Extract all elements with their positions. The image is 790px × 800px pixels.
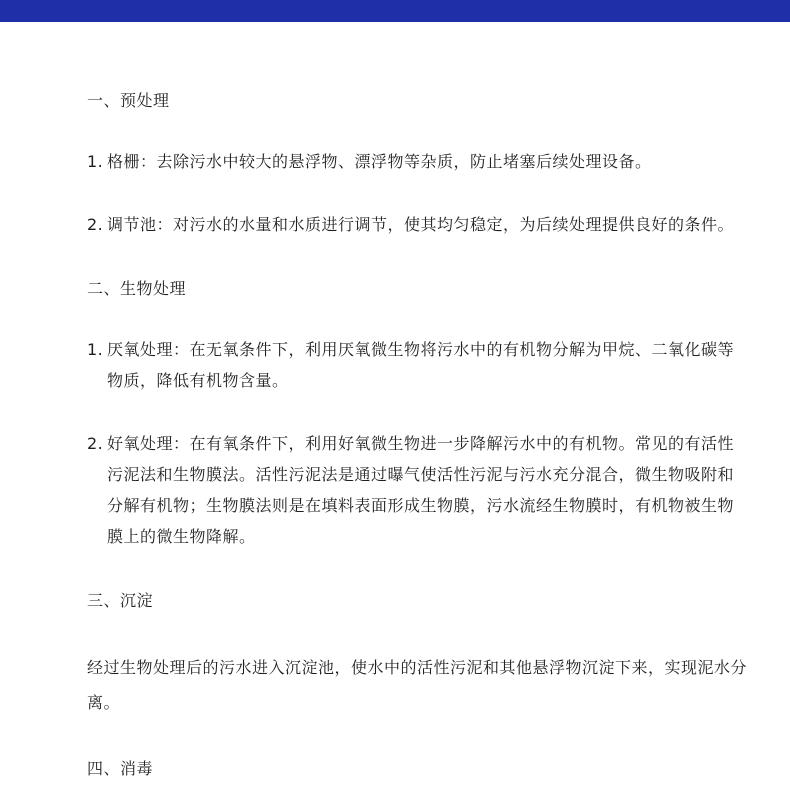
paragraph-sedimentation: 经过生物处理后的污水进入沉淀池，使水中的活性污泥和其他悬浮物沉淀下来，实现泥水分离。 [87, 658, 748, 712]
article-body [87, 88, 747, 782]
list-item-number: 2. [87, 215, 104, 234]
section-heading-pretreatment: 一、预处理 [87, 91, 170, 110]
section-heading-disinfection: 四、消毒 [87, 759, 154, 778]
list-item [87, 209, 747, 240]
list-item-number: 1. [87, 152, 104, 171]
section-heading-biological: 二、生物处理 [87, 279, 187, 298]
section-heading-sedimentation: 三、沉淀 [87, 591, 154, 610]
top-banner-bar [0, 0, 790, 22]
list-item-text: 好氧处理：在有氧条件下，利用好氧微生物进一步降解污水中的有机物。常见的有活性污泥法和生物膜法。活性污泥法是通过曝气使活性污泥与污水充分混合，微生物吸附和分解有机物；生物膜法则是在填料表面形成生物膜，污水流经生物膜时，有机物被生物膜上的微生物降解。 [107, 434, 735, 546]
list-item [87, 146, 747, 177]
list-item-text: 厌氧处理：在无氧条件下，利用厌氧微生物将污水中的有机物分解为甲烷、二氧化碳等物质，降低有机物含量。 [107, 340, 735, 390]
list-item [87, 334, 747, 396]
list-item-text: 格栅：去除污水中较大的悬浮物、漂浮物等杂质，防止堵塞后续处理设备。 [107, 152, 652, 171]
list-item [87, 428, 747, 552]
list-item-number: 2. [87, 434, 104, 453]
list-item-number: 1. [87, 340, 104, 359]
list-item-text: 调节池：对污水的水量和水质进行调节，使其均匀稳定，为后续处理提供良好的条件。 [107, 215, 735, 234]
